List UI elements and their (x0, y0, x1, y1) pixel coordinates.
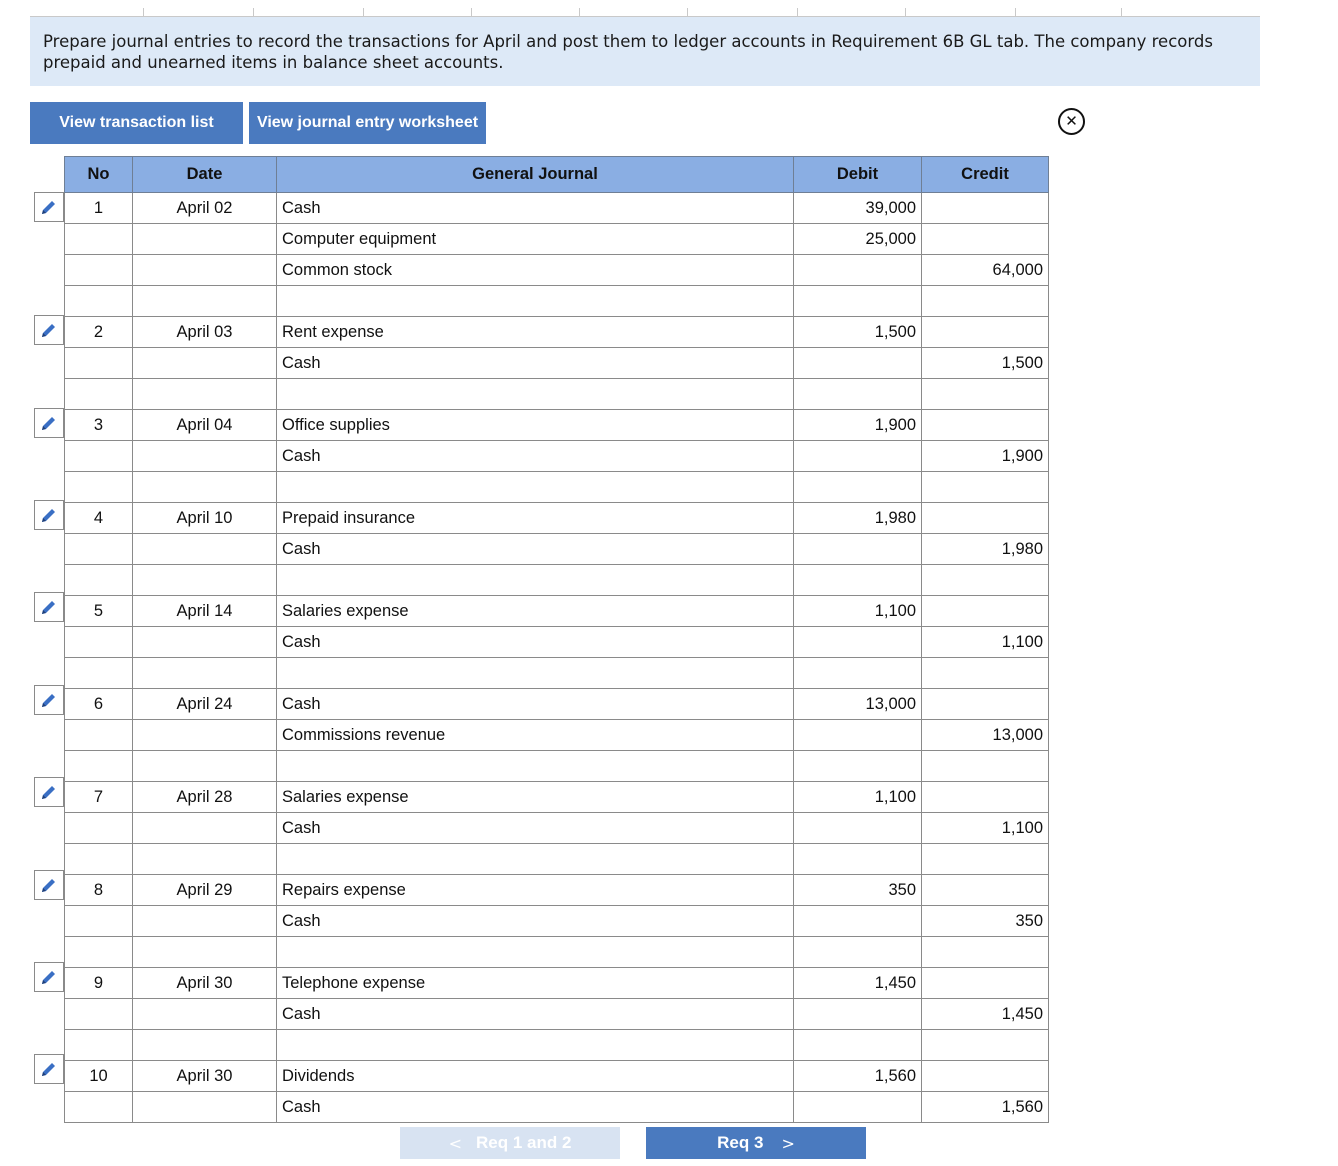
view-journal-entry-worksheet-button[interactable]: View journal entry worksheet (249, 102, 486, 144)
entry-number: 8 (65, 875, 133, 906)
debit-amount (794, 534, 922, 565)
table-row (65, 193, 1049, 224)
tab-strip (30, 8, 1260, 17)
debit-amount: 39,000 (794, 193, 922, 224)
debit-amount: 350 (794, 875, 922, 906)
debit-amount: 1,100 (794, 782, 922, 813)
entry-date (133, 658, 277, 689)
table-row (65, 317, 1049, 348)
account-name: Cash (277, 348, 794, 379)
entry-number: 7 (65, 782, 133, 813)
account-name: Cash (277, 906, 794, 937)
entry-date (133, 844, 277, 875)
credit-amount: 350 (922, 906, 1049, 937)
table-row (65, 968, 1049, 999)
pencil-icon (40, 968, 58, 986)
edit-entry-button[interactable] (34, 870, 64, 900)
table-row (65, 286, 1049, 317)
debit-amount: 1,100 (794, 596, 922, 627)
entry-date: April 29 (133, 875, 277, 906)
credit-amount: 64,000 (922, 255, 1049, 286)
entry-date (133, 937, 277, 968)
table-row (65, 224, 1049, 255)
account-name: Common stock (277, 255, 794, 286)
entry-date: April 10 (133, 503, 277, 534)
entry-number: 6 (65, 689, 133, 720)
table-row (65, 472, 1049, 503)
entry-date (133, 906, 277, 937)
credit-amount (922, 317, 1049, 348)
credit-amount (922, 1030, 1049, 1061)
account-name: Office supplies (277, 410, 794, 441)
close-circle-icon[interactable]: ✕ (1058, 108, 1085, 135)
credit-amount (922, 782, 1049, 813)
debit-amount: 1,560 (794, 1061, 922, 1092)
header-debit: Debit (794, 157, 922, 193)
table-row (65, 534, 1049, 565)
account-name: Cash (277, 813, 794, 844)
credit-amount (922, 503, 1049, 534)
credit-amount: 1,100 (922, 627, 1049, 658)
table-row (65, 720, 1049, 751)
table-row (65, 379, 1049, 410)
account-name (277, 1030, 794, 1061)
pencil-icon (40, 198, 58, 216)
debit-amount (794, 472, 922, 503)
entry-number (65, 348, 133, 379)
edit-entry-button[interactable] (34, 408, 64, 438)
entry-date (133, 286, 277, 317)
account-name: Computer equipment (277, 224, 794, 255)
debit-amount: 25,000 (794, 224, 922, 255)
account-name: Salaries expense (277, 596, 794, 627)
credit-amount (922, 410, 1049, 441)
table-row (65, 255, 1049, 286)
header-date: Date (133, 157, 277, 193)
credit-amount (922, 193, 1049, 224)
table-row (65, 875, 1049, 906)
debit-amount (794, 379, 922, 410)
credit-amount (922, 596, 1049, 627)
debit-amount (794, 565, 922, 596)
account-name: Cash (277, 441, 794, 472)
table-row (65, 627, 1049, 658)
edit-entry-button[interactable] (34, 777, 64, 807)
entry-date (133, 813, 277, 844)
entry-number (65, 286, 133, 317)
entry-date (133, 348, 277, 379)
entry-date: April 04 (133, 410, 277, 441)
table-row (65, 658, 1049, 689)
entry-number (65, 1030, 133, 1061)
account-name: Cash (277, 689, 794, 720)
debit-amount (794, 658, 922, 689)
pencil-icon (40, 1060, 58, 1078)
edit-entry-button[interactable] (34, 685, 64, 715)
debit-amount (794, 627, 922, 658)
table-row (65, 410, 1049, 441)
entry-date (133, 379, 277, 410)
account-name (277, 379, 794, 410)
account-name: Repairs expense (277, 875, 794, 906)
edit-entry-button[interactable] (34, 962, 64, 992)
entry-number: 5 (65, 596, 133, 627)
entry-date (133, 441, 277, 472)
header-general-journal: General Journal (277, 157, 794, 193)
entry-number (65, 472, 133, 503)
credit-amount: 1,100 (922, 813, 1049, 844)
table-row (65, 937, 1049, 968)
account-name: Salaries expense (277, 782, 794, 813)
debit-amount: 13,000 (794, 689, 922, 720)
account-name (277, 658, 794, 689)
entry-number (65, 627, 133, 658)
entry-number (65, 906, 133, 937)
account-name: Dividends (277, 1061, 794, 1092)
credit-amount: 1,500 (922, 348, 1049, 379)
prev-requirement-button[interactable] (400, 1127, 620, 1159)
entry-number (65, 224, 133, 255)
entry-number (65, 844, 133, 875)
debit-amount (794, 348, 922, 379)
account-name: Cash (277, 1092, 794, 1123)
credit-amount (922, 751, 1049, 782)
entry-number: 9 (65, 968, 133, 999)
entry-number (65, 1092, 133, 1123)
entry-date (133, 255, 277, 286)
account-name (277, 472, 794, 503)
chevron-left-icon: < (448, 1133, 462, 1153)
account-name (277, 844, 794, 875)
general-journal-table (64, 156, 1049, 1123)
pencil-icon (40, 414, 58, 432)
table-row (65, 503, 1049, 534)
credit-amount (922, 472, 1049, 503)
entry-number (65, 999, 133, 1030)
credit-amount (922, 565, 1049, 596)
credit-amount (922, 1061, 1049, 1092)
account-name: Cash (277, 534, 794, 565)
table-row (65, 1030, 1049, 1061)
account-name (277, 751, 794, 782)
entry-number (65, 937, 133, 968)
entry-date (133, 627, 277, 658)
credit-amount: 1,980 (922, 534, 1049, 565)
credit-amount (922, 658, 1049, 689)
entry-number: 10 (65, 1061, 133, 1092)
instruction-banner: Prepare journal entries to record the transactions for April and post them to ledger accounts in Requirement 6B GL tab. The company records prepaid and unearned items in balance sheet accounts. (30, 17, 1260, 86)
entry-date: April 24 (133, 689, 277, 720)
entry-date (133, 751, 277, 782)
prev-requirement-label: Req 1 and 2 (475, 1133, 572, 1152)
account-name: Cash (277, 193, 794, 224)
credit-amount (922, 689, 1049, 720)
header-no: No (65, 157, 133, 193)
account-name: Cash (277, 627, 794, 658)
pencil-icon (40, 506, 58, 524)
account-name: Telephone expense (277, 968, 794, 999)
entry-number (65, 441, 133, 472)
header-credit: Credit (922, 157, 1049, 193)
debit-amount (794, 720, 922, 751)
debit-amount (794, 286, 922, 317)
account-name: Rent expense (277, 317, 794, 348)
table-row (65, 782, 1049, 813)
table-row (65, 441, 1049, 472)
entry-date (133, 720, 277, 751)
entry-number: 3 (65, 410, 133, 441)
entry-number: 2 (65, 317, 133, 348)
debit-amount (794, 1092, 922, 1123)
debit-amount: 1,500 (794, 317, 922, 348)
entry-date (133, 1030, 277, 1061)
account-name (277, 937, 794, 968)
entry-date: April 02 (133, 193, 277, 224)
table-row (65, 844, 1049, 875)
credit-amount: 13,000 (922, 720, 1049, 751)
account-name: Commissions revenue (277, 720, 794, 751)
edit-entry-button[interactable] (34, 192, 64, 222)
table-row (65, 813, 1049, 844)
entry-date (133, 1092, 277, 1123)
account-name (277, 286, 794, 317)
account-name: Cash (277, 999, 794, 1030)
entry-number (65, 379, 133, 410)
entry-number: 4 (65, 503, 133, 534)
credit-amount (922, 875, 1049, 906)
entry-date (133, 224, 277, 255)
entry-date: April 30 (133, 1061, 277, 1092)
next-requirement-button[interactable] (646, 1127, 866, 1159)
pencil-icon (40, 598, 58, 616)
entry-number (65, 534, 133, 565)
entry-date: April 14 (133, 596, 277, 627)
pencil-icon (40, 783, 58, 801)
edit-entry-button[interactable] (34, 315, 64, 345)
entry-date: April 03 (133, 317, 277, 348)
edit-entry-button[interactable] (34, 592, 64, 622)
debit-amount (794, 255, 922, 286)
table-row (65, 1092, 1049, 1123)
pencil-icon (40, 876, 58, 894)
debit-amount (794, 1030, 922, 1061)
edit-entry-button[interactable] (34, 500, 64, 530)
edit-entry-button[interactable] (34, 1054, 64, 1084)
credit-amount (922, 968, 1049, 999)
table-row (65, 906, 1049, 937)
table-row (65, 689, 1049, 720)
entry-number (65, 255, 133, 286)
credit-amount (922, 286, 1049, 317)
entry-date: April 30 (133, 968, 277, 999)
entry-number (65, 565, 133, 596)
pencil-icon (40, 691, 58, 709)
entry-date: April 28 (133, 782, 277, 813)
credit-amount (922, 224, 1049, 255)
entry-number (65, 751, 133, 782)
credit-amount: 1,900 (922, 441, 1049, 472)
debit-amount: 1,980 (794, 503, 922, 534)
next-requirement-label: Req 3 (717, 1133, 764, 1152)
entry-date (133, 534, 277, 565)
debit-amount: 1,900 (794, 410, 922, 441)
entry-date (133, 565, 277, 596)
debit-amount: 1,450 (794, 968, 922, 999)
table-row (65, 596, 1049, 627)
debit-amount (794, 906, 922, 937)
debit-amount (794, 441, 922, 472)
debit-amount (794, 937, 922, 968)
credit-amount: 1,450 (922, 999, 1049, 1030)
table-row (65, 565, 1049, 596)
chevron-right-icon: > (781, 1133, 795, 1153)
credit-amount: 1,560 (922, 1092, 1049, 1123)
credit-amount (922, 937, 1049, 968)
entry-number (65, 720, 133, 751)
table-row (65, 1061, 1049, 1092)
entry-date (133, 999, 277, 1030)
table-row (65, 751, 1049, 782)
debit-amount (794, 844, 922, 875)
pencil-icon (40, 321, 58, 339)
entry-number (65, 813, 133, 844)
view-transaction-list-button[interactable]: View transaction list (30, 102, 243, 144)
debit-amount (794, 813, 922, 844)
credit-amount (922, 844, 1049, 875)
entry-number: 1 (65, 193, 133, 224)
debit-amount (794, 751, 922, 782)
account-name: Prepaid insurance (277, 503, 794, 534)
debit-amount (794, 999, 922, 1030)
entry-number (65, 658, 133, 689)
table-row (65, 999, 1049, 1030)
table-row (65, 348, 1049, 379)
table-header-row (65, 157, 1049, 193)
credit-amount (922, 379, 1049, 410)
account-name (277, 565, 794, 596)
entry-date (133, 472, 277, 503)
